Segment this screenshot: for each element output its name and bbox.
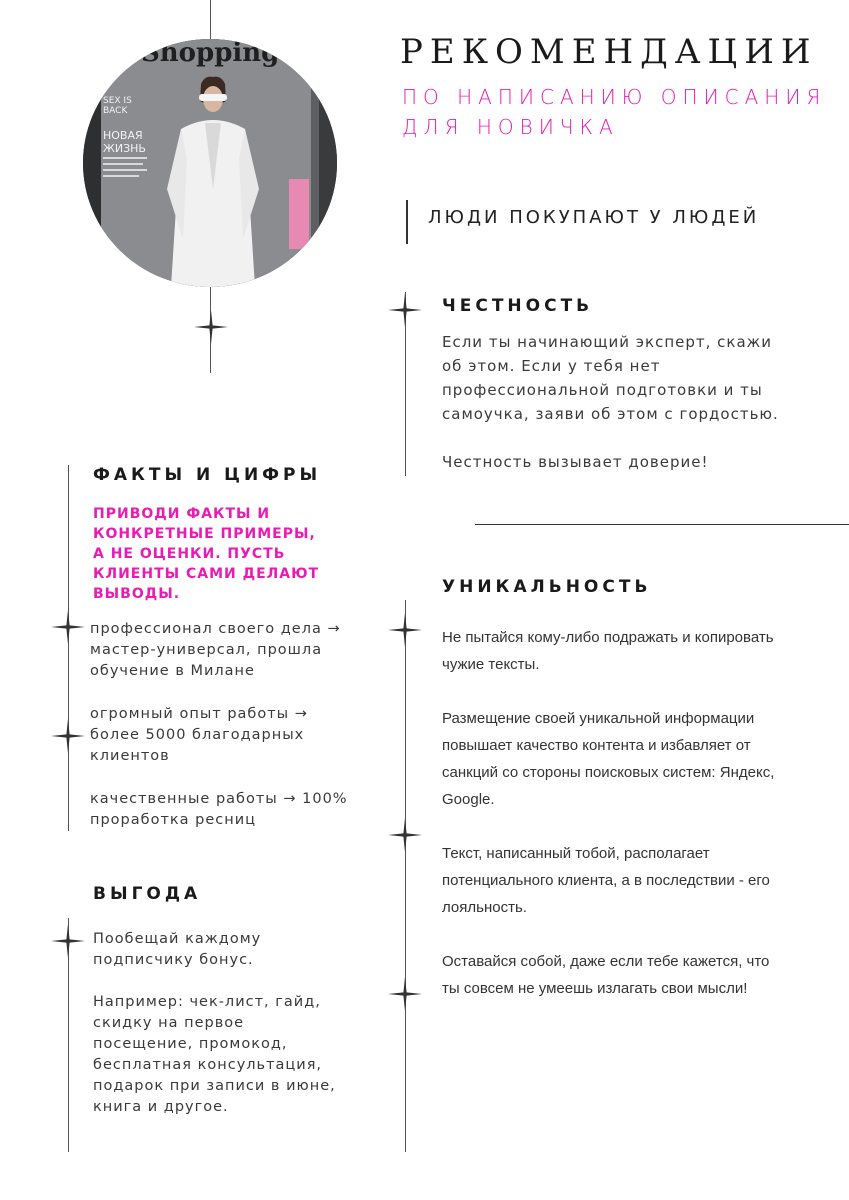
- paragraph: Например: чек-лист, гайд, скидку на первое посещение, промокод, бесплатная консультация, подарок при записи в июне, книга и другое.: [93, 994, 336, 1115]
- page-subtitle: [402, 82, 826, 142]
- slogan-divider: [406, 200, 408, 244]
- honesty-text: [442, 330, 782, 474]
- section-separator: [475, 524, 849, 525]
- paragraph: Оставайся собой, даже если тебе кажется, что ты совсем не умеешь излагать свои мысли!: [442, 953, 770, 997]
- paragraph: Размещение своей уникальной информации повышает качество контента и избавляет от санкций со стороны поисковых систем: Яндекс, Google.: [442, 710, 775, 808]
- cover-text: ЖИЗНЬ: [103, 142, 146, 155]
- sparkle-icon: [51, 610, 85, 644]
- honesty-heading: ЧЕСТНОСТЬ: [442, 296, 594, 316]
- cover-text: НОВАЯ: [103, 129, 143, 142]
- uniqueness-vertical-line: [405, 600, 406, 1152]
- page-title: РЕКОМЕНДАЦИИ: [400, 32, 818, 72]
- sparkle-icon: [388, 977, 422, 1011]
- sparkle-icon: [388, 293, 422, 327]
- subtitle-line: ПО НАПИСАНИЮ ОПИСАНИЯ: [402, 85, 827, 109]
- paragraph: Честность вызывает доверие!: [442, 453, 709, 471]
- magazine-title: Shopping: [141, 39, 280, 68]
- facts-heading: ФАКТЫ И ЦИФРЫ: [93, 465, 322, 485]
- benefit-heading: ВЫГОДА: [93, 884, 202, 904]
- list-item: профессионал своего дела → мастер-универсал, прошла обучение в Милане: [90, 621, 341, 679]
- sparkle-icon: [194, 310, 228, 344]
- list-item: качественные работы → 100% проработка ресниц: [90, 791, 348, 828]
- sparkle-icon: [388, 818, 422, 852]
- uniqueness-text: [442, 624, 782, 1002]
- cover-text: SEX IS: [103, 96, 132, 106]
- paragraph: Если ты начинающий эксперт, скажи об этом. Если у тебя нет профессиональной подготовки и ты самоучка, заяви об этом с гордостью.: [442, 333, 779, 423]
- uniqueness-heading: УНИКАЛЬНОСТЬ: [442, 577, 652, 597]
- paragraph: Текст, написанный тобой, располагает потенциального клиента, а в последствии - его лояльность.: [442, 845, 770, 916]
- sparkle-icon: [51, 924, 85, 958]
- subtitle-line: ДЛЯ НОВИЧКА: [402, 115, 619, 139]
- sparkle-icon: [388, 613, 422, 647]
- paragraph: Пообещай каждому подписчику бонус.: [93, 931, 262, 968]
- top-vertical-line: [210, 0, 211, 40]
- sparkle-icon: [51, 719, 85, 753]
- cover-text: BACK: [103, 106, 128, 116]
- paragraph: Не пытайся кому-либо подражать и копировать чужие тексты.: [442, 629, 774, 673]
- magazine-photo: [83, 39, 337, 287]
- facts-list: [90, 619, 350, 831]
- facts-vertical-line: [68, 465, 69, 831]
- facts-highlight: ПРИВОДИ ФАКТЫ И КОНКРЕТНЫЕ ПРИМЕРЫ, А НЕ ОЦЕНКИ. ПУСТЬ КЛИЕНТЫ САМИ ДЕЛАЮТ ВЫВОДЫ.: [93, 506, 320, 602]
- magazine-photo-illustration: [83, 39, 337, 287]
- slogan: ЛЮДИ ПОКУПАЮТ У ЛЮДЕЙ: [428, 207, 760, 228]
- benefit-text: [93, 929, 343, 1118]
- list-item: огромный опыт работы → более 5000 благодарных клиентов: [90, 706, 308, 764]
